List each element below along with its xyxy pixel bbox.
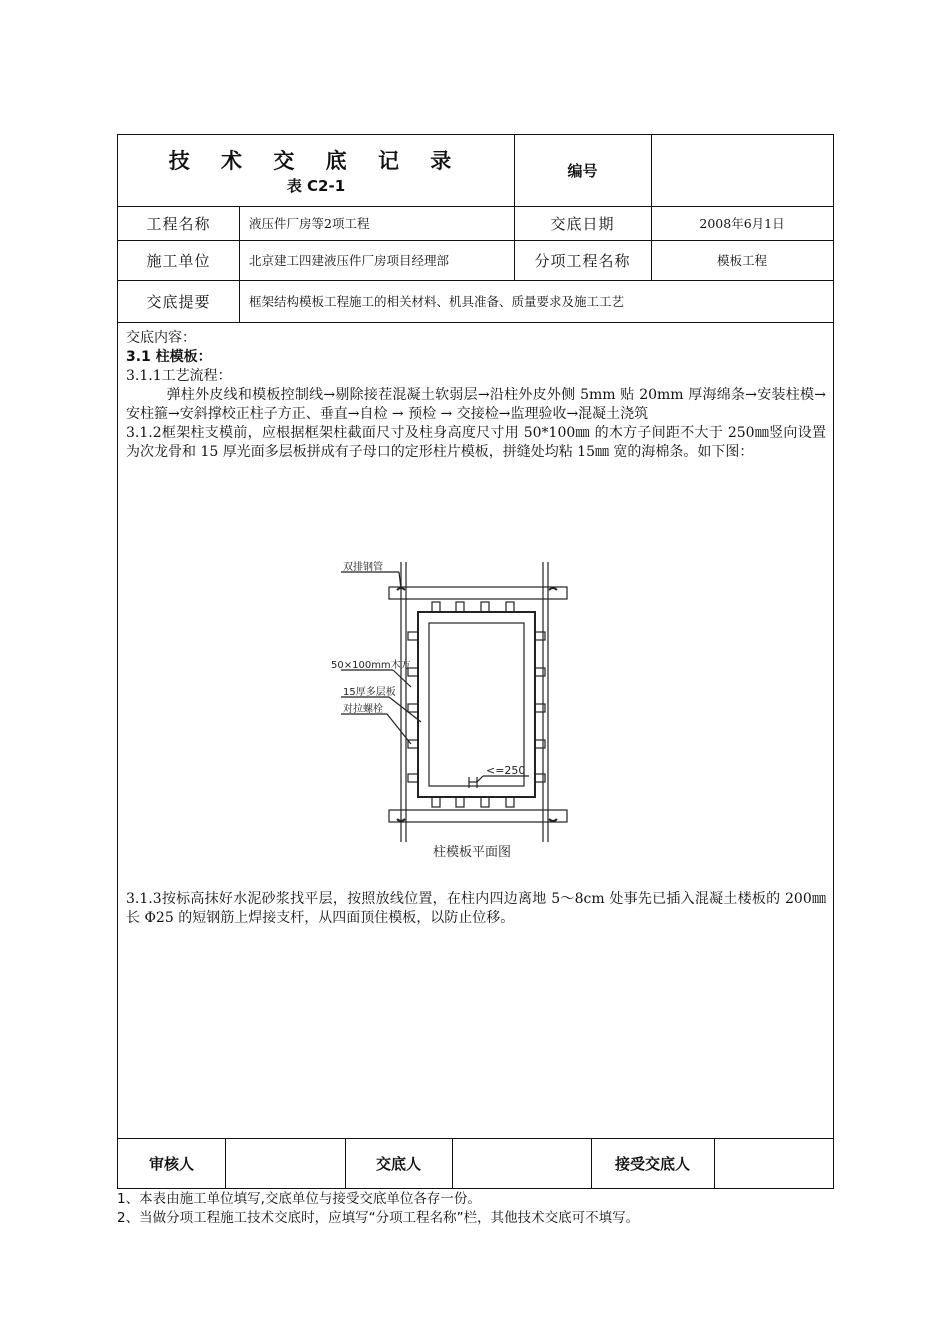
summary-value: 框架结构模板工程施工的相关材料、机具准备、质量要求及施工工艺 [249,294,625,309]
paragraph: 弹柱外皮线和模板控制线→剔除接茬混凝土软弱层→沿柱外皮外侧 5mm 贴 20mm 厚海绵条→安装柱模→安柱箍→安斜撑校正柱子方正、垂直→自检 → 预检 → 交接检→监理验收→混凝土浇筑 [126,387,826,422]
row-divider [118,322,833,323]
discloser-label: 交底人 [375,1155,421,1173]
paragraph: 3.1.3按标高抹好水泥砂浆找平层，按照放线位置，在柱内四边离地 5～8cm 处事先已插入混凝土楼板的 200㎜长 Φ25 的短钢筋上焊接支杆，从四面顶住模板，以防止位移。 [126,891,826,926]
diagram-caption: 柱模板平面图 [433,845,512,860]
number-field [651,135,833,206]
note-item: 2、当做分项工程施工技术交底时，应填写“分项工程名称”栏，其他技术交底可不填写。 [117,1210,640,1226]
number-label: 编号 [567,162,598,180]
reviewer-label: 审核人 [148,1155,194,1173]
note-item: 1、本表由施工单位填写,交底单位与接受交底单位各存一份。 [117,1191,481,1207]
receiver-field [714,1138,833,1189]
summary-label: 交底提要 [146,292,211,311]
form-notes [117,1190,857,1228]
content-heading: 交底内容： [126,330,196,346]
project-name-value: 液压件厂房等2项工程 [249,216,370,231]
disclosure-content-continued [126,890,826,928]
discloser-field [452,1138,591,1189]
construction-unit-value: 北京建工四建液压件厂房项目经理部 [249,253,450,268]
sub-project-value: 模板工程 [716,253,767,268]
label-spacing: <=250 [486,764,526,777]
construction-unit-label: 施工单位 [146,251,211,270]
date-value: 2008年6月1日 [699,216,785,231]
form-title: 技 术 交 底 记 录 [168,149,464,173]
section-title: 3.1 柱模板： [126,349,212,365]
label-bolt: 对拉螺栓 [343,704,383,715]
label-steel-pipe: 双排钢管 [343,562,383,573]
form-code: 表 C2-1 [286,177,346,195]
project-name-label: 工程名称 [146,214,211,233]
paragraph-title: 3.1.1工艺流程： [126,368,232,384]
label-timber: 50×100mm木方 [331,660,411,671]
column-formwork-diagram [331,552,661,872]
disclosure-content [126,329,826,462]
receiver-label: 接受交底人 [614,1155,690,1173]
date-label: 交底日期 [550,214,615,233]
disclosure-form [117,134,834,1189]
paragraph: 3.1.2框架柱支模前，应根据框架柱截面尺寸及柱身高度尺寸用 50*100㎜ 的木方子间距不大于 250㎜竖向设置为次龙骨和 15 厚光面多层板拼成有子母口的定形柱片模板，拼缝处均粘 15㎜ 宽的海棉条。如下图： [126,425,826,460]
sub-project-label: 分项工程名称 [534,251,631,270]
label-plywood: 15厚多层板 [343,687,396,698]
reviewer-field [225,1138,345,1189]
